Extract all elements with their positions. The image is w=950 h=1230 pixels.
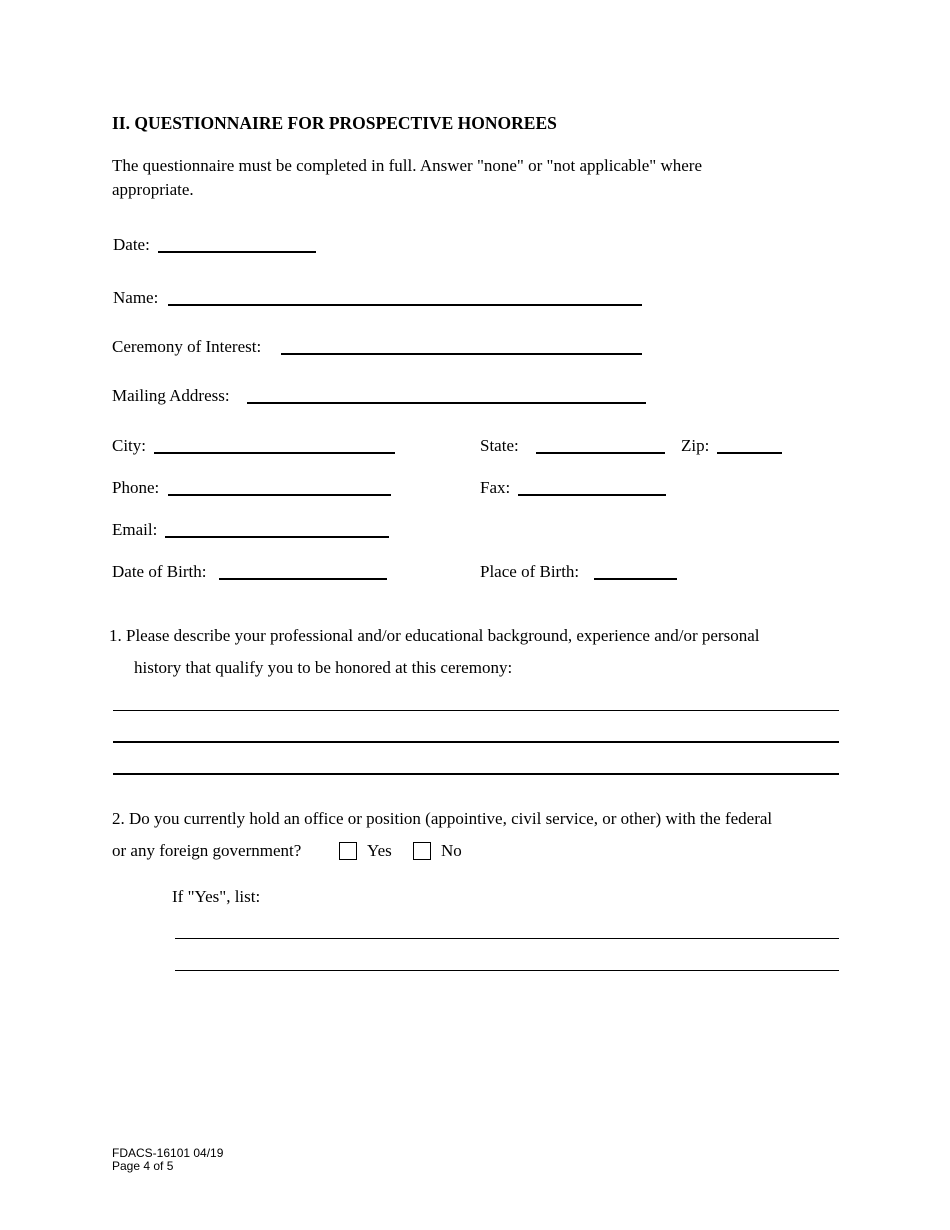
question-1-line-1: 1. Please describe your professional and/or educational background, experience and/or personal — [109, 626, 760, 645]
instructions-line-2: appropriate. — [112, 180, 194, 199]
fax-label: Fax: — [480, 478, 511, 497]
email-field[interactable] — [165, 536, 389, 538]
question-1-answer-line-3[interactable] — [113, 773, 839, 775]
mailing-address-label: Mailing Address: — [112, 386, 230, 405]
state-field[interactable] — [536, 452, 665, 454]
city-field[interactable] — [154, 452, 395, 454]
yes-label: Yes — [367, 841, 392, 860]
page-number: Page 4 of 5 — [112, 1159, 174, 1173]
if-yes-answer-line-1[interactable] — [175, 938, 839, 939]
state-label: State: — [480, 436, 519, 455]
date-of-birth-label: Date of Birth: — [112, 562, 207, 581]
zip-label: Zip: — [681, 436, 710, 455]
form-id: FDACS-16101 04/19 — [112, 1146, 224, 1160]
instructions-line-1: The questionnaire must be completed in full. Answer "none" or "not applicable" where — [112, 156, 703, 175]
question-1-answer-line-2[interactable] — [113, 741, 839, 743]
yes-checkbox[interactable] — [339, 842, 357, 860]
date-of-birth-field[interactable] — [219, 578, 387, 580]
question-1-answer-line-1[interactable] — [113, 710, 839, 711]
phone-label: Phone: — [112, 478, 160, 497]
place-of-birth-field[interactable] — [594, 578, 677, 580]
ceremony-label: Ceremony of Interest: — [112, 337, 262, 356]
question-2-line-1: 2. Do you currently hold an office or position (appointive, civil service, or other) with the federal — [112, 809, 773, 828]
city-label: City: — [112, 436, 147, 455]
name-label: Name: — [113, 288, 159, 307]
place-of-birth-label: Place of Birth: — [480, 562, 580, 581]
if-yes-label: If "Yes", list: — [172, 887, 261, 906]
ceremony-field[interactable] — [281, 353, 642, 355]
date-field[interactable] — [158, 251, 316, 253]
no-checkbox[interactable] — [413, 842, 431, 860]
question-1-line-2: history that qualify you to be honored at this ceremony: — [134, 658, 513, 677]
mailing-address-field[interactable] — [247, 402, 646, 404]
date-label: Date: — [113, 235, 150, 254]
name-field[interactable] — [168, 304, 642, 306]
email-label: Email: — [112, 520, 158, 539]
no-label: No — [441, 841, 462, 860]
section-title: II. QUESTIONNAIRE FOR PROSPECTIVE HONOREES — [112, 113, 557, 133]
phone-field[interactable] — [168, 494, 391, 496]
if-yes-answer-line-2[interactable] — [175, 970, 839, 971]
question-2-line-2: or any foreign government? — [112, 841, 302, 860]
zip-field[interactable] — [717, 452, 782, 454]
fax-field[interactable] — [518, 494, 666, 496]
